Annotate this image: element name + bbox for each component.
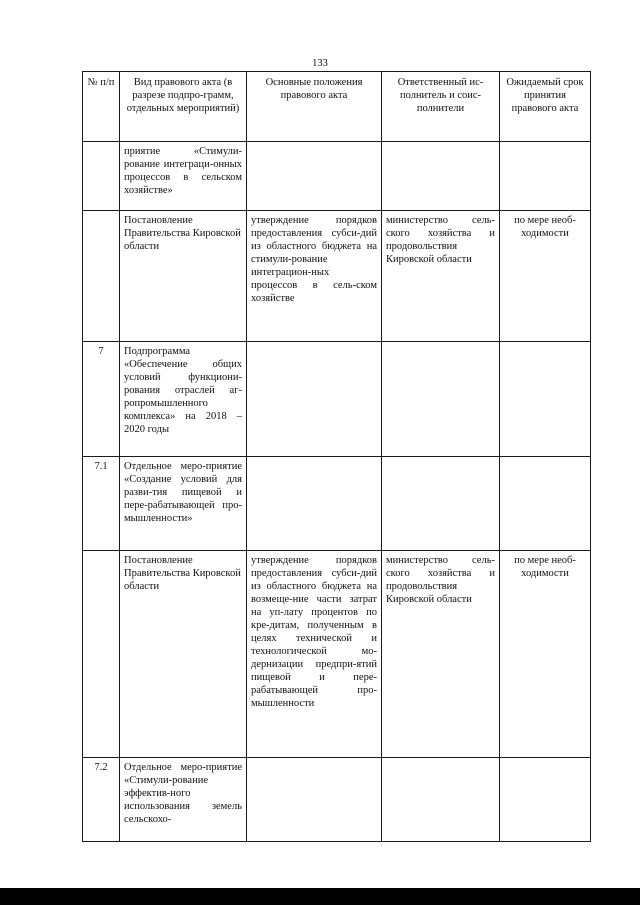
header-num: № п/п [83,72,120,142]
header-provisions: Основные положения правового акта [247,72,382,142]
header-responsible: Ответственный ис-полнитель и соис-полнители [382,72,500,142]
row-act-type: приятие «Стимули-рование интеграци-онных процессов в сельском хозяйстве» [120,142,247,211]
row-provisions [247,342,382,457]
row-num: 7.1 [83,457,120,551]
row-num [83,211,120,342]
table-header-row [83,72,591,142]
row-provisions [247,457,382,551]
row-act-type: Отдельное меро-приятие «Стимули-рование эффектив-ного использования земель сельскохо- [120,758,247,842]
row-deadline [500,142,591,211]
table-row [83,758,591,842]
row-act-type: Постановление Правительства Кировской области [120,551,247,758]
row-provisions [247,142,382,211]
row-num: 7.2 [83,758,120,842]
row-num [83,142,120,211]
row-deadline: по мере необ-ходимости [500,211,591,342]
table-row [83,142,591,211]
row-act-type: Постановление Правительства Кировской области [120,211,247,342]
row-responsible [382,342,500,457]
row-responsible [382,457,500,551]
row-provisions: утверждение порядков предоставления субси-дий из областного бюджета на возмеще-ние части затрат на уп-лату процентов по кре-дитам, полученным в целях технической и технологической мо-дернизации предпри-ятий пищевой и пере-рабатывающей про-мышленности [247,551,382,758]
row-num [83,551,120,758]
table-row [83,551,591,758]
table-row [83,342,591,457]
row-num: 7 [83,342,120,457]
table-row [83,457,591,551]
row-responsible: министерство сель-ского хозяйства и продовольствия Кировской области [382,211,500,342]
scan-edge-bar [0,888,640,905]
row-provisions [247,758,382,842]
header-act-type: Вид правового акта (в разрезе подпро-грамм, отдельных мероприятий) [120,72,247,142]
page-number: 133 [312,58,328,69]
row-responsible [382,142,500,211]
row-responsible: министерство сель-ского хозяйства и продовольствия Кировской области [382,551,500,758]
row-deadline: по мере необ-ходимости [500,551,591,758]
table-row [83,211,591,342]
row-deadline [500,457,591,551]
legal-acts-table [82,71,591,842]
header-deadline: Ожидаемый срок принятия правового акта [500,72,591,142]
row-act-type: Отдельное меро-приятие «Создание условий для разви-тия пищевой и пере-рабатывающей про-мышленности» [120,457,247,551]
row-deadline [500,758,591,842]
row-deadline [500,342,591,457]
row-responsible [382,758,500,842]
row-act-type: Подпрограмма «Обеспечение общих условий функциони-рования отраслей аг-ропромышленного комплекса» на 2018 – 2020 годы [120,342,247,457]
row-provisions: утверждение порядков предоставления субси-дий из областного бюджета на стимули-рование интеграцион-ных процессов в сель-ском хозяйстве [247,211,382,342]
